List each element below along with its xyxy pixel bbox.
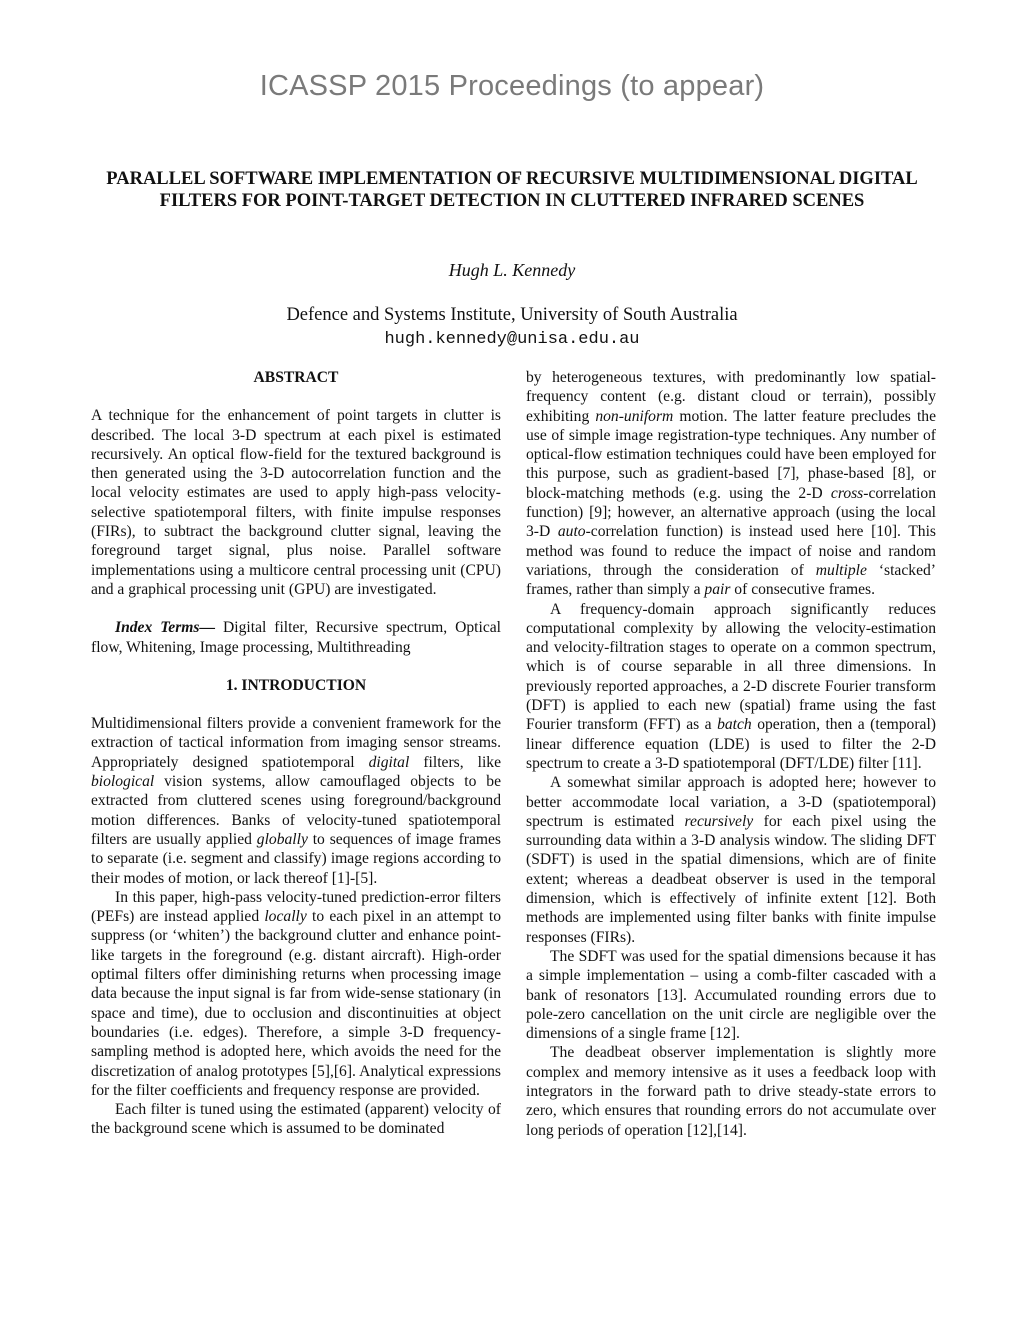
proceedings-watermark: ICASSP 2015 Proceedings (to appear) bbox=[259, 70, 765, 102]
intro-paragraph-2: In this paper, high-pass velocity-tuned prediction-error filters (PEFs) are instead applied locally to each pixel in an attempt to suppress (or ‘whiten’) the background clutter and enhance point-like targets in the foreground (e.g. distant aircraft). High-order optimal filters offer diminishing returns when processing image data because the input signal is far from wide-sense stationary (in space and time), due to occlusion and discontinuities at object boundaries (i.e. edges). Therefore, a simple 3-D frequency-sampling method is adopted here, which avoids the need for the discretization of analog prototypes [5],[6]. Analytical expressions for the filter coefficients and frequency response are provided. bbox=[91, 888, 501, 1099]
author-affiliation: Defence and Systems Institute, University of South Australia bbox=[286, 305, 738, 325]
intro-paragraph-1: Multidimensional filters provide a convenient framework for the extraction of tactical information from imaging sensor streams. Appropriately designed spatiotemporal digital filters, like biological vision systems, allow camouflaged objects to be extracted from cluttered scenes using foreground/background motion differences. Banks of velocity-tuned spatiotemporal filters are usually applied globally to sequences of image frames to separate (i.e. segment and classify) image regions according to their modes of motion, or lack thereof [1]-[5]. bbox=[91, 715, 501, 887]
author-name: Hugh L. Kennedy bbox=[448, 260, 576, 280]
intro-paragraph-5: A frequency-domain approach significantly reduces computational complexity by allowing the velocity-estimation and velocity-filtration stages to operate on a common spectrum, which is of course separable in all three dimensions. In previously reported approaches, a 2-D discrete Fourier transform (DFT) is applied to each new (spatial) frame using the fast Fourier transform (FFT) as a batch operation, then a (temporal) linear difference equation (LDE) is used to filter the 2-D spectrum to create a 3-D spatiotemporal (DFT/LDE) filter [11]. bbox=[526, 600, 936, 772]
index-terms-text: Digital filter, Recursive spectrum, Optical flow, Whitening, Image processing, Multithreading bbox=[91, 619, 501, 656]
intro-paragraph-3: Each filter is tuned using the estimated (apparent) velocity of the background scene which is assumed to be dominated bbox=[91, 1101, 501, 1138]
abstract-heading: ABSTRACT bbox=[253, 369, 339, 386]
index-terms-label: Index Terms— bbox=[115, 619, 216, 637]
index-terms bbox=[91, 618, 501, 657]
intro-paragraph-4: by heterogeneous textures, with predominantly low spatial-frequency content (e.g. distant cloud or terrain), possibly exhibiting non-uniform motion. The latter feature precludes the use of simple image registration-type techniques. Any number of optical-flow estimation techniques could have been employed for this purpose, such as gradient-based [7], phase-based [8], or block-matching methods (e.g. using the 2-D cross-correlation function) [9]; however, an alternative approach (using the local 3-D auto-correlation function) is instead used here [10]. This method was found to reduce the impact of noise and random variations, through the consideration of multiple ‘stacked’ frames, rather than simply a pair of consecutive frames. bbox=[526, 369, 936, 599]
intro-paragraph-8: The deadbeat observer implementation is slightly more complex and memory intensive as it uses a feedback loop with integrators in the forward path to drive steady-state errors to zero, which ensures that rounding errors do not accumulate over long periods of operation [12],[14]. bbox=[526, 1044, 936, 1139]
left-column bbox=[91, 368, 501, 1139]
right-column bbox=[526, 368, 936, 1140]
intro-paragraph-7: The SDFT was used for the spatial dimensions because it has a simple implementation – using a comb-filter cascaded with a bank of resonators [13]. Accumulated rounding errors due to pole-zero cancellation on the unit circle are negligible over the dimensions of a single frame [12]. bbox=[526, 947, 936, 1043]
introduction-heading: 1. INTRODUCTION bbox=[225, 676, 367, 694]
paper-title: PARALLEL SOFTWARE IMPLEMENTATION OF RECURSIVE MULTIDIMENSIONAL DIGITAL FILTERS FOR POINT-TARGET DETECTION IN CLUTTERED INFRARED SCENES bbox=[106, 169, 918, 211]
intro-paragraph-6: A somewhat similar approach is adopted here; however to better accommodate local variation, a 3-D (spatiotemporal) spectrum is estimated recursively for each pixel using the surrounding data within a 3-D analysis window. The sliding DFT (SDFT) is used in the spatial dimensions, which are of finite extent; whereas a deadbeat observer is used in the temporal dimension, which is effectively of infinite extent [12]. Both methods are implemented using filter banks with finite impulse responses (FIRs). bbox=[526, 774, 937, 946]
author-email: hugh.kennedy@unisa.edu.au bbox=[384, 330, 640, 349]
abstract-text: A technique for the enhancement of point targets in clutter is described. The local 3-D spectrum at each pixel is estimated recursively. An optical flow-field for the textured background is then generated using the 3-D autocorrelation function and the local velocity estimates are used to apply high-pass velocity-selective spatiotemporal filters, with finite impulse responses (FIRs), to subtract the background clutter signal, leaving the foreground target signal, plus noise. Parallel software implementations using a multicore central processing unit (CPU) and a graphical processing unit (GPU) are investigated. bbox=[91, 407, 501, 598]
